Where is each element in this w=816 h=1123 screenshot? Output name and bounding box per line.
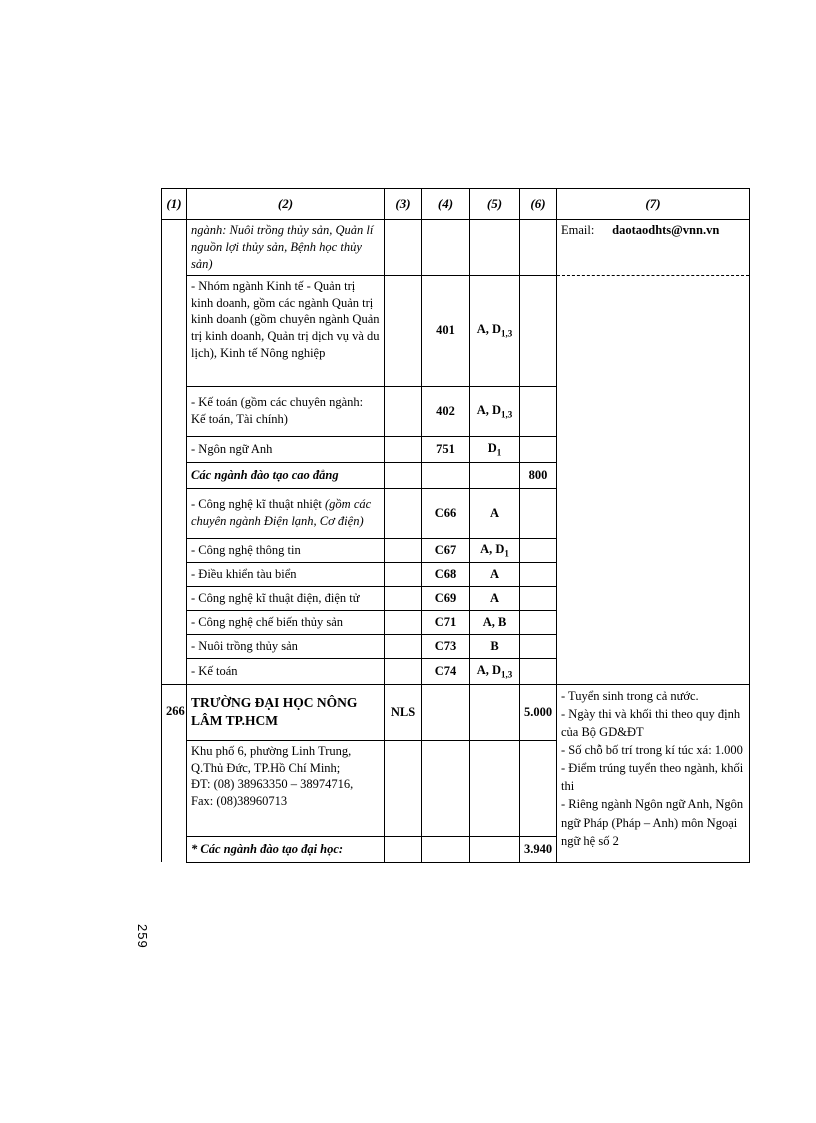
- email-value: daotaodhts@vnn.vn: [612, 223, 720, 237]
- college-quota: 800: [520, 462, 557, 488]
- major-name: - Ngôn ngữ Anh: [187, 436, 385, 462]
- exam-block: B: [470, 634, 520, 658]
- major-code: 402: [422, 386, 470, 436]
- admissions-table: [161, 188, 750, 863]
- school-id: 266: [162, 684, 187, 862]
- major-name: - Công nghệ kĩ thuật nhiệt (gồm các chuyên ngành Điện lạnh, Cơ điện): [187, 488, 385, 538]
- major-name: - Kế toán: [187, 658, 385, 684]
- exam-block: A: [470, 488, 520, 538]
- exam-block: A: [470, 562, 520, 586]
- school-name: TRƯỜNG ĐẠI HỌC NÔNG LÂM TP.HCM: [187, 684, 385, 740]
- major-code: 751: [422, 436, 470, 462]
- major-code: C67: [422, 538, 470, 562]
- exam-block: A, $D_{1,3}$: [470, 658, 520, 684]
- notes-prev-cell: [557, 275, 750, 684]
- major-code: C74: [422, 658, 470, 684]
- major-name: - Kế toán (gồm các chuyên ngành: Kế toán, Tài chính): [187, 386, 385, 436]
- column-header: (3): [385, 189, 422, 220]
- school-quota: 5.000: [520, 684, 557, 740]
- major-name: - Nhóm ngành Kinh tế - Quản trị kinh doanh, gồm các ngành Quản trị kinh doanh (gồm chuyên ngành Quản trị kinh doanh, Quản trị dịch vụ và du lịch), Kinh tế Nông nghiệp: [187, 275, 385, 386]
- school-notes: - Tuyển sinh trong cả nước. - Ngày thi và khối thi theo quy định của Bộ GD&ĐT - Số chỗ bố trí trong kí túc xá: 1.000 - Điểm trúng tuyển theo ngành, khối thi - Riêng ngành Ngôn ngữ Anh, Ngôn ngữ Pháp (Pháp – Anh) môn Ngoại ngữ hệ số 2: [557, 684, 750, 862]
- major-code: C73: [422, 634, 470, 658]
- column-header: (1): [162, 189, 187, 220]
- school-code: NLS: [385, 684, 422, 740]
- major-code: C69: [422, 586, 470, 610]
- column-header: (7): [557, 189, 750, 220]
- column-header: (4): [422, 189, 470, 220]
- continuation-row: [162, 220, 750, 276]
- page-number: 259: [135, 924, 150, 949]
- major-name: - Nuôi trồng thủy sản: [187, 634, 385, 658]
- school-id-cell-prev: [162, 220, 187, 685]
- major-code: 401: [422, 275, 470, 386]
- continuation-text: ngành: Nuôi trồng thủy sản, Quản lí nguồn lợi thủy sản, Bệnh học thủy sản): [187, 220, 385, 276]
- exam-block: A, $D_{1,3}$: [470, 275, 520, 386]
- email-label: Email:: [561, 223, 595, 237]
- table-row: [162, 275, 750, 386]
- major-code: C71: [422, 610, 470, 634]
- school-row: [162, 684, 750, 740]
- major-code: C66: [422, 488, 470, 538]
- major-code: C68: [422, 562, 470, 586]
- email-cell: [557, 220, 750, 276]
- column-header: (2): [187, 189, 385, 220]
- major-name: - Công nghệ chế biến thủy sản: [187, 610, 385, 634]
- university-quota: 3.940: [520, 836, 557, 862]
- major-name: - Điều khiển tàu biển: [187, 562, 385, 586]
- header-row: [162, 189, 750, 220]
- exam-block: A, B: [470, 610, 520, 634]
- major-name: - Công nghệ thông tin: [187, 538, 385, 562]
- exam-block: A, $D_1$: [470, 538, 520, 562]
- exam-block: A: [470, 586, 520, 610]
- exam-block: A, $D_{1,3}$: [470, 386, 520, 436]
- exam-block: $D_1$: [470, 436, 520, 462]
- column-header: (6): [520, 189, 557, 220]
- major-name: - Công nghệ kĩ thuật điện, điện tử: [187, 586, 385, 610]
- school-address: Khu phố 6, phường Linh Trung, Q.Thủ Đức, TP.Hồ Chí Minh; ĐT: (08) 38963350 – 38974716, Fax: (08)38960713: [187, 740, 385, 836]
- university-header-label: * Các ngành đào tạo đại học:: [187, 836, 385, 862]
- college-header-label: Các ngành đào tạo cao đẳng: [187, 462, 385, 488]
- column-header: (5): [470, 189, 520, 220]
